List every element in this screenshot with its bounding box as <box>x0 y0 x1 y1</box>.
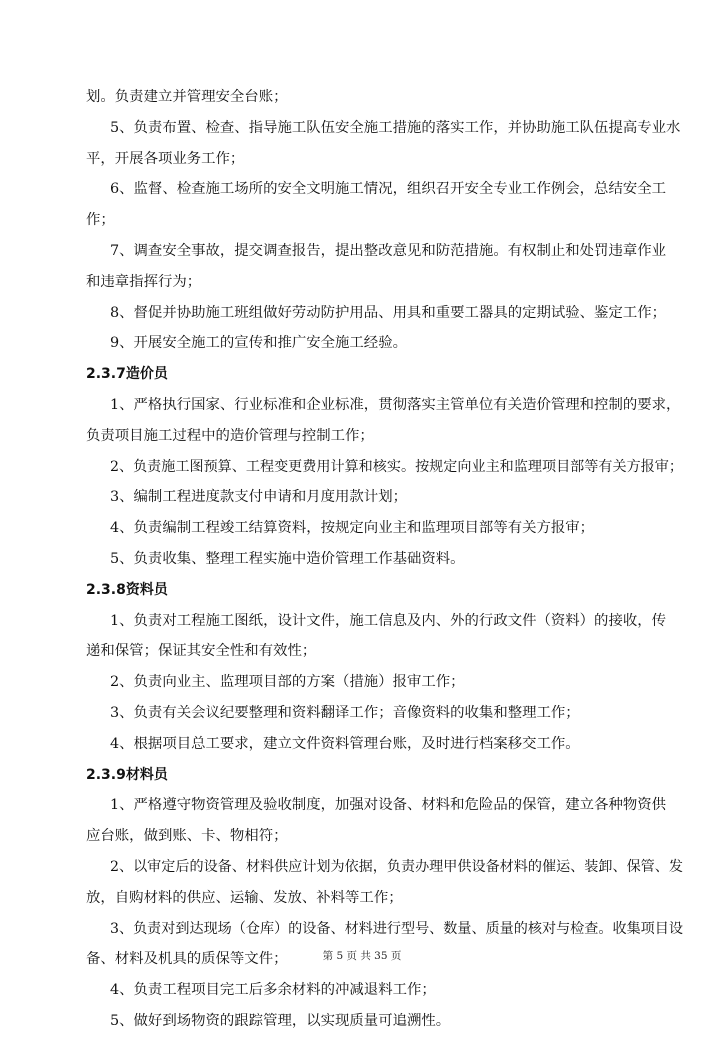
paragraph-line: 应台账，做到账、卡、物相符； <box>86 828 288 845</box>
paragraph-line: 递和保管；保证其安全性和有效性； <box>86 643 317 660</box>
paragraph-line: 2、负责向业主、监理项目部的方案（措施）报审工作； <box>110 674 465 691</box>
paragraph-line: 9、开展安全施工的宣传和推广安全施工经验。 <box>110 335 407 352</box>
paragraph-line: 8、督促并协助施工班组做好劳动防护用品、用具和重要工器具的定期试验、鉴定工作； <box>110 304 667 321</box>
paragraph-line: 5、负责收集、整理工程实施中造价管理工作基础资料。 <box>110 550 465 567</box>
paragraph-line: 备、材料及机具的质保等文件； <box>86 951 288 968</box>
paragraph-line: 1、负责对工程施工图纸，设计文件，施工信息及内、外的行政文件（资料）的接收，传 <box>110 612 667 629</box>
paragraph-line: 负责项目施工过程中的造价管理与控制工作； <box>86 427 374 444</box>
paragraph-line: 3、编制工程进度款支付申请和月度用款计划； <box>110 489 407 506</box>
paragraph-line: 5、负责布置、检查、指导施工队伍安全施工措施的落实工作，并协助施工队伍提高专业水 <box>110 119 681 136</box>
section-heading: 2.3.8资料员 <box>86 581 168 598</box>
paragraph-line: 划。负责建立并管理安全台账； <box>86 89 288 105</box>
paragraph-line: 平，开展各项业务工作； <box>86 150 245 167</box>
paragraph-line: 6、监督、检查施工场所的安全文明施工情况，组织召开安全专业工作例会，总结安全工 <box>110 181 667 198</box>
page-footer: 第 5 页 共 35 页 <box>322 950 402 962</box>
paragraph-line: 和违章指挥行为； <box>86 273 202 290</box>
paragraph-line: 2、负责施工图预算、工程变更费用计算和核实。按规定向业主和监理项目部等有关方报审； <box>110 458 683 475</box>
paragraph-line: 4、根据项目总工要求，建立文件资料管理台账，及时进行档案移交工作。 <box>110 735 580 752</box>
paragraph-line: 1、严格遵守物资管理及验收制度，加强对设备、材料和危险品的保管，建立各种物资供 <box>110 797 667 814</box>
paragraph-line: 放，自购材料的供应、运输、发放、补料等工作； <box>86 889 403 906</box>
paragraph-line: 7、调查安全事故，提交调查报告，提出整改意见和防范措施。有权制止和处罚违章作业 <box>110 242 667 259</box>
paragraph-line: 4、负责工程项目完工后多余材料的冲减退料工作； <box>110 982 436 999</box>
section-heading: 2.3.7造价员 <box>86 366 168 383</box>
paragraph-line: 3、负责有关会议纪要整理和资料翻译工作；音像资料的收集和整理工作； <box>110 704 580 721</box>
paragraph-line: 5、做好到场物资的跟踪管理，以实现质量可追溯性。 <box>110 1012 451 1029</box>
section-heading: 2.3.9材料员 <box>86 766 168 783</box>
paragraph-line: 2、以审定后的设备、材料供应计划为依据，负责办理甲供设备材料的催运、装卸、保管、发 <box>110 858 683 875</box>
paragraph-line: 3、负责对到达现场（仓库）的设备、材料进行型号、数量、质量的核对与检查。收集项目设 <box>110 920 683 937</box>
paragraph-line: 作； <box>86 212 115 229</box>
paragraph-line: 4、负责编制工程竣工结算资料，按规定向业主和监理项目部等有关方报审； <box>110 520 595 537</box>
paragraph-line: 1、严格执行国家、行业标准和企业标准，贯彻落实主管单位有关造价管理和控制的要求， <box>110 396 681 413</box>
document-body <box>86 82 683 1037</box>
